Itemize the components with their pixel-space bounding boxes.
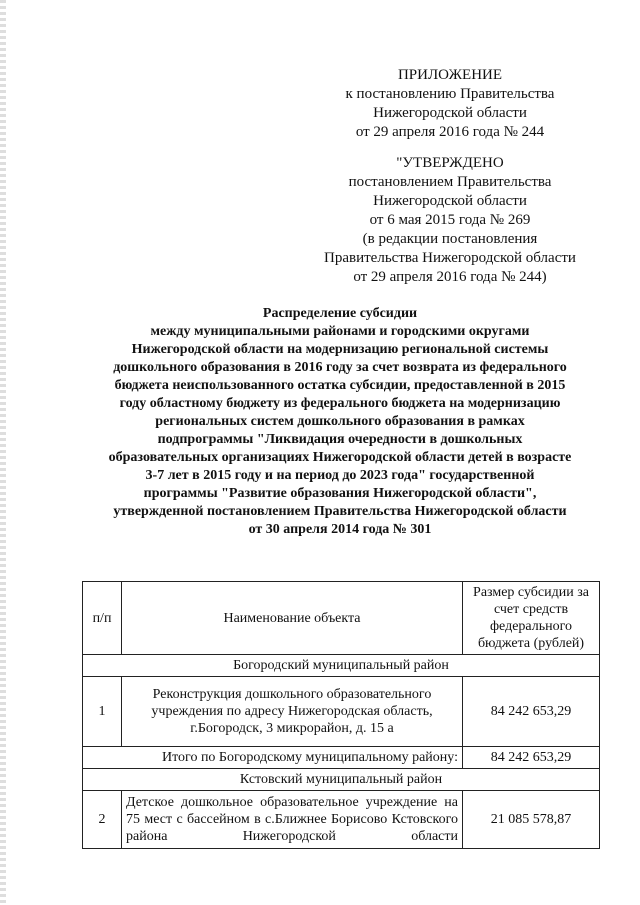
- document-title: Распределение субсидии между муниципальными районами и городскими округами Нижегородской области на модернизацию региональной системы дошкольного образования в 2016 году за счет возврата из федерального бюджета неиспользованного остатка субсидии, предоставленной в 2015 году областному бюджету из федерального бюджета на модернизацию региональных систем дошкольного образования в рамках подпрограммы "Ликвидация очередности в дошкольных образовательных организациях Нижегородской области детей в возрасте 3-7 лет в 2015 году и на период до 2023 года" государственной программы "Развитие образования Нижегородской области", утвержденной постановлением Правительства Нижегородской области от 30 апреля 2014 года № 301: [108, 306, 572, 537]
- section-title: Кстовский муниципальный район: [83, 769, 600, 791]
- approved-line: постановлением Правительства: [348, 174, 552, 190]
- row-name: Детское дошкольное образовательное учреждение на 75 мест с бассейном в с.Ближнее Борисово Кстовского района Нижегородской области: [122, 791, 463, 849]
- table-header-row: [83, 582, 600, 655]
- approved-line: от 6 мая 2015 года № 269: [369, 212, 531, 228]
- annex-line: Нижегородской области: [373, 105, 527, 121]
- annex-line: от 29 апреля 2016 года № 244: [355, 124, 545, 140]
- row-num: 2: [83, 791, 122, 849]
- subtotal-value: 84 242 653,29: [463, 747, 600, 769]
- approved-line: Правительства Нижегородской области: [324, 250, 576, 266]
- subtotal-row: [83, 747, 600, 769]
- table-row: [83, 791, 600, 849]
- scan-edge: [0, 0, 6, 905]
- row-sum: 84 242 653,29: [463, 677, 600, 747]
- approved-line: (в редакции постановления: [362, 231, 538, 247]
- header-num: п/п: [83, 582, 122, 655]
- annex-title: ПРИЛОЖЕНИЕ: [397, 67, 503, 83]
- annex-block: [300, 66, 600, 142]
- row-num: 1: [83, 677, 122, 747]
- header-name: Наименование объекта: [122, 582, 463, 655]
- approved-title: "УТВЕРЖДЕНО: [396, 155, 504, 171]
- row-name: Реконструкция дошкольного образовательного учреждения по адресу Нижегородская область, г.Богородск, 3 микрорайон, д. 15 а: [122, 677, 463, 747]
- approved-block: [300, 154, 600, 287]
- table-row: [83, 677, 600, 747]
- subsidy-table: [82, 581, 600, 849]
- approved-line: Нижегородской области: [373, 193, 527, 209]
- approved-line: от 29 апреля 2016 года № 244): [353, 269, 547, 285]
- section-title: Богородский муниципальный район: [83, 655, 600, 677]
- annex-line: к постановлению Правительства: [345, 86, 555, 102]
- section-row: [83, 769, 600, 791]
- header-sum: Размер субсидии за счет средств федерального бюджета (рублей): [463, 582, 600, 655]
- subtotal-label: Итого по Богородскому муниципальному району:: [83, 747, 463, 769]
- section-row: [83, 655, 600, 677]
- row-sum: 21 085 578,87: [463, 791, 600, 849]
